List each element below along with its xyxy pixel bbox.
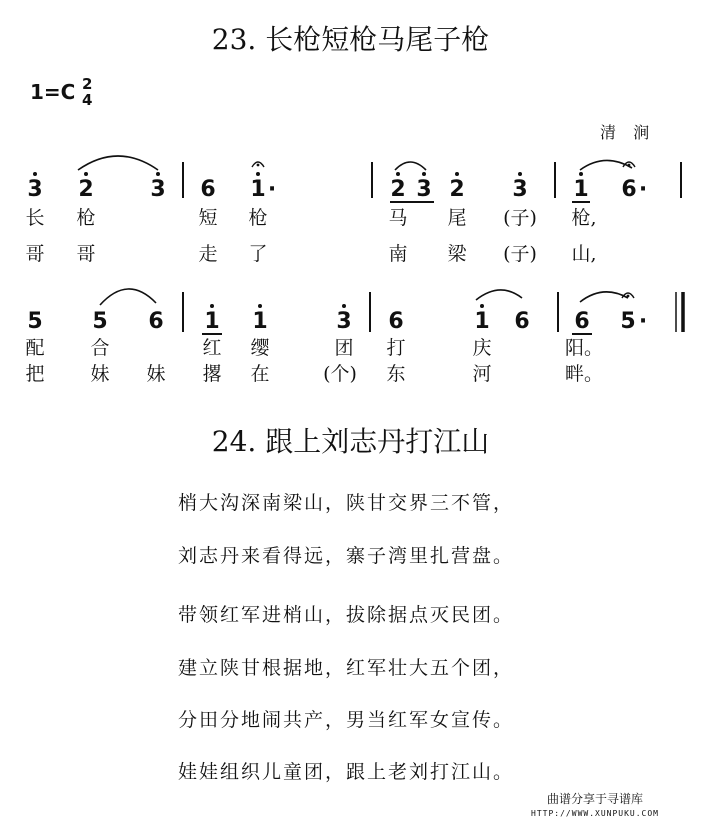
score-row-1 [25,156,681,265]
lyric: 团 [334,337,354,359]
octave-dot [210,304,214,308]
octave-dot [480,304,484,308]
footer-url[interactable]: HTTP://WWW.XUNPUKU.COM [531,809,659,818]
lyric: 哥 [25,243,45,265]
lyric: 短 [198,207,218,229]
note: 3 [150,177,166,202]
lyric: 配 [25,337,45,359]
key-label: 1=C [30,80,76,104]
lyric: 妹 [90,363,110,385]
lyric: 畔。 [564,363,604,385]
lyric: 走 [198,243,218,265]
lyric: 东 [386,363,406,385]
time-signature [82,76,92,108]
note: 1 [250,177,266,202]
slur [100,289,156,305]
octave-dot [579,172,583,176]
song-24-title: 24. 跟上刘志丹打江山 [211,425,490,458]
lyric: (子) [503,207,537,229]
octave-dot [422,172,426,176]
note: 5 [620,309,636,334]
octave-dot [455,172,459,176]
lyric: 把 [25,363,45,385]
note: 2 [390,177,406,202]
lyric: 哥 [76,243,96,265]
octave-dot [156,172,160,176]
slur [580,292,628,302]
octave-dot [342,304,346,308]
slur [78,156,158,170]
augmentation-dot: · [638,177,648,202]
fermata-dot [257,164,260,167]
lyric: 庆 [472,337,492,359]
note: 3 [416,177,432,202]
note: 1 [252,309,268,334]
octave-dot [258,304,262,308]
poem-line: 分田分地闹共产，男当红军女宣传。 [178,709,515,731]
poem-line: 梢大沟深南梁山，陕甘交界三不管， [178,492,515,514]
note: 1 [474,309,490,334]
note: 6 [200,177,216,202]
note: 3 [336,309,352,334]
lyric: 红 [202,337,222,359]
note: 5 [27,309,43,334]
note: 3 [27,177,43,202]
poem-line: 刘志丹来看得远，寨子湾里扎营盘。 [178,545,515,567]
augmentation-dot: · [638,309,648,334]
fermata-dot [628,164,631,167]
note: 6 [148,309,164,334]
lyric: (子) [503,243,537,265]
lyric: 南 [388,243,408,265]
octave-dot [396,172,400,176]
lyric: 长 [25,207,45,229]
numbered-score [0,140,701,390]
lyric: 妹 [146,363,166,385]
lyric: 马 [388,207,408,229]
lyric: 阳。 [564,337,604,359]
note: 1 [204,309,220,334]
lyric: 合 [90,337,110,359]
augmentation-dot: · [267,177,277,202]
note: 6 [514,309,530,334]
lyric: 梁 [447,243,467,265]
lyric: 在 [250,363,270,385]
lyric: 河 [472,363,492,385]
lyric: 枪, [571,207,597,229]
score-row-2 [25,289,683,385]
poem-line: 带领红军进梢山，拔除据点灭民团。 [178,604,515,626]
lyric: 缨 [250,337,270,359]
octave-dot [256,172,260,176]
poem-line: 娃娃组织儿童团，跟上老刘打江山。 [178,761,515,783]
time-top: 2 [82,75,93,93]
watermark-footer [531,790,659,818]
note: 2 [449,177,465,202]
footer-text: 曲谱分享于寻谱库 [547,792,644,806]
lyric: 枪 [248,207,268,229]
slur [476,290,522,300]
time-bottom: 4 [82,91,93,109]
octave-dot [33,172,37,176]
lyric: 打 [386,337,406,359]
song-author: 清 涧 [600,123,656,142]
octave-dot [518,172,522,176]
fermata-dot [627,295,630,298]
poem-line: 建立陕甘根据地，红军壮大五个团， [178,657,515,679]
note: 6 [574,309,590,334]
lyric: 了 [248,243,268,265]
note: 5 [92,309,108,334]
lyric: 撂 [202,363,222,385]
note: 6 [388,309,404,334]
octave-dot [84,172,88,176]
song-23-title: 23. 长枪短枪马尾子枪 [211,23,490,56]
note: 2 [78,177,94,202]
key-signature [30,75,93,109]
note: 1 [573,177,589,202]
slur [395,162,426,170]
note: 6 [621,177,637,202]
lyric: (个) [323,363,357,385]
lyric: 尾 [447,207,467,229]
note: 3 [512,177,528,202]
lyric: 枪 [76,207,96,229]
lyric: 山, [571,243,597,265]
